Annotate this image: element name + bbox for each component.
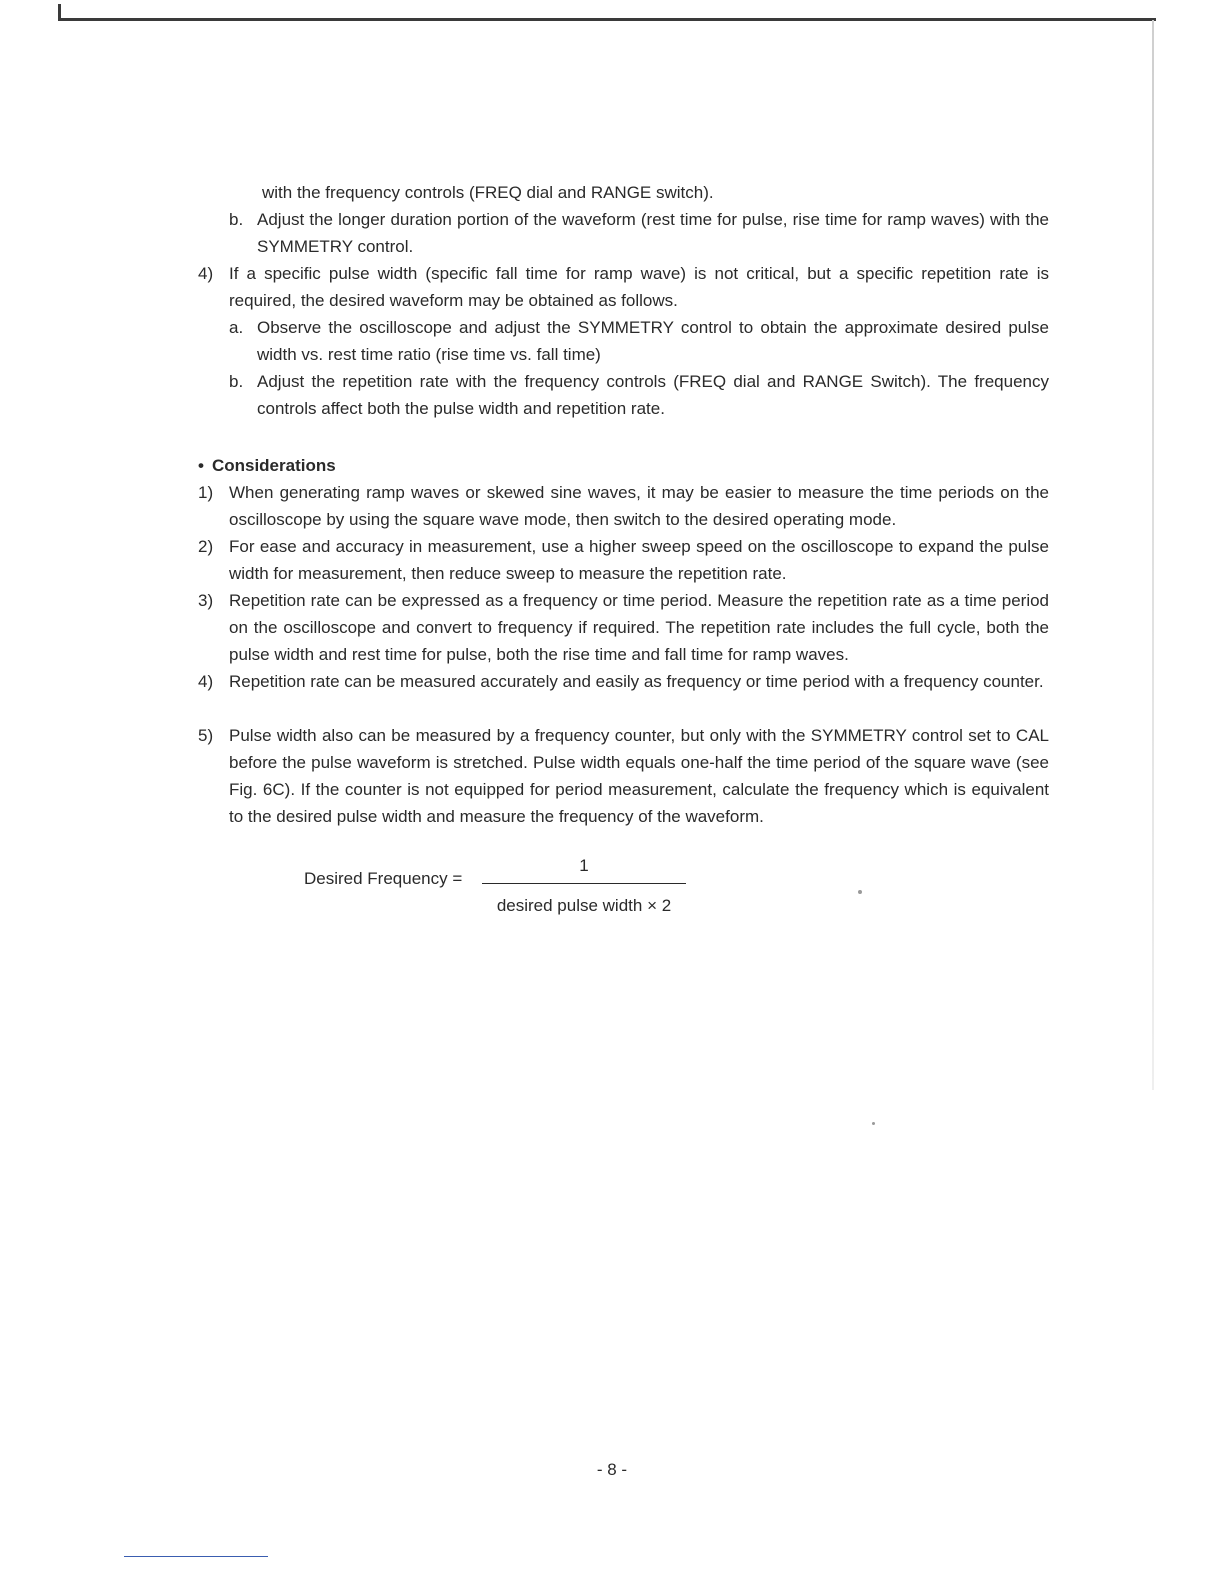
page-number: - 8 - [596,1460,628,1479]
sub-item-b2-marker: b. [229,372,244,391]
scan-speck [858,890,862,894]
formula-denominator: desired pulse width × 2 [496,896,672,915]
top-border-line [58,18,1156,21]
formula-numerator: 1 [579,856,589,875]
consideration-4-marker: 4) [198,672,214,691]
item-4-marker: 4) [198,264,214,283]
consideration-4-text: Repetition rate can be measured accurately and easily as frequency or time period with a frequency counter. [229,672,1044,691]
sub-item-b1-text: Adjust the longer duration portion of the waveform (rest time for pulse, rise time for ramp waves) with the SYMMETRY control. [257,210,1049,256]
item-4-text: If a specific pulse width (specific fall time for ramp wave) is not critical, but a specific repetition rate is required, the desired waveform may be obtained as follows. [229,264,1049,310]
consideration-3-marker: 3) [198,591,214,610]
considerations-heading [198,452,336,479]
scan-speck [872,1122,875,1125]
consideration-3-text: Repetition rate can be expressed as a frequency or time period. Measure the repetition rate as a time period on the oscilloscope and convert to frequency if required. The repetition rate includes the full cycle, both the pulse width and rest time for pulse, both the rise time and fall time for ramp waves. [229,591,1049,664]
consideration-5-marker: 5) [198,726,214,745]
consideration-5-text: Pulse width also can be measured by a frequency counter, but only with the SYMMETRY control set to CAL before the pulse waveform is stretched. Pulse width equals one-half the time period of the square wave (see Fig. 6C). If the counter is not equipped for period measurement, calculate the frequency which is equivalent to the desired pulse width and measure the frequency of the waveform. [229,726,1049,826]
sub-item-a2-marker: a. [229,318,244,337]
consideration-1-marker: 1) [198,483,214,502]
consideration-1-text: When generating ramp waves or skewed sine waves, it may be easier to measure the time periods on the oscilloscope by using the square wave mode, then switch to the desired operating mode. [229,483,1049,529]
consideration-2-marker: 2) [198,537,214,556]
consideration-2-text: For ease and accuracy in measurement, use a higher sweep speed on the oscilloscope to expand the pulse width for measurement, then reduce sweep to measure the repetition rate. [229,537,1049,583]
bullet-icon: • [198,456,204,475]
fraction-bar [482,883,686,884]
bottom-mark-line [124,1556,268,1557]
continuation-text: with the frequency controls (FREQ dial and RANGE switch). [262,183,714,202]
sub-item-b1-marker: b. [229,210,244,229]
page-edge-shadow [1152,20,1154,1090]
formula-label: Desired Frequency = [304,869,463,888]
considerations-title: Considerations [211,456,336,475]
sub-item-a2-text: Observe the oscilloscope and adjust the SYMMETRY control to obtain the approximate desired pulse width vs. rest time ratio (rise time vs. fall time) [257,318,1049,364]
sub-item-b2-text: Adjust the repetition rate with the frequency controls (FREQ dial and RANGE Switch). The frequency controls affect both the pulse width and repetition rate. [257,372,1049,418]
